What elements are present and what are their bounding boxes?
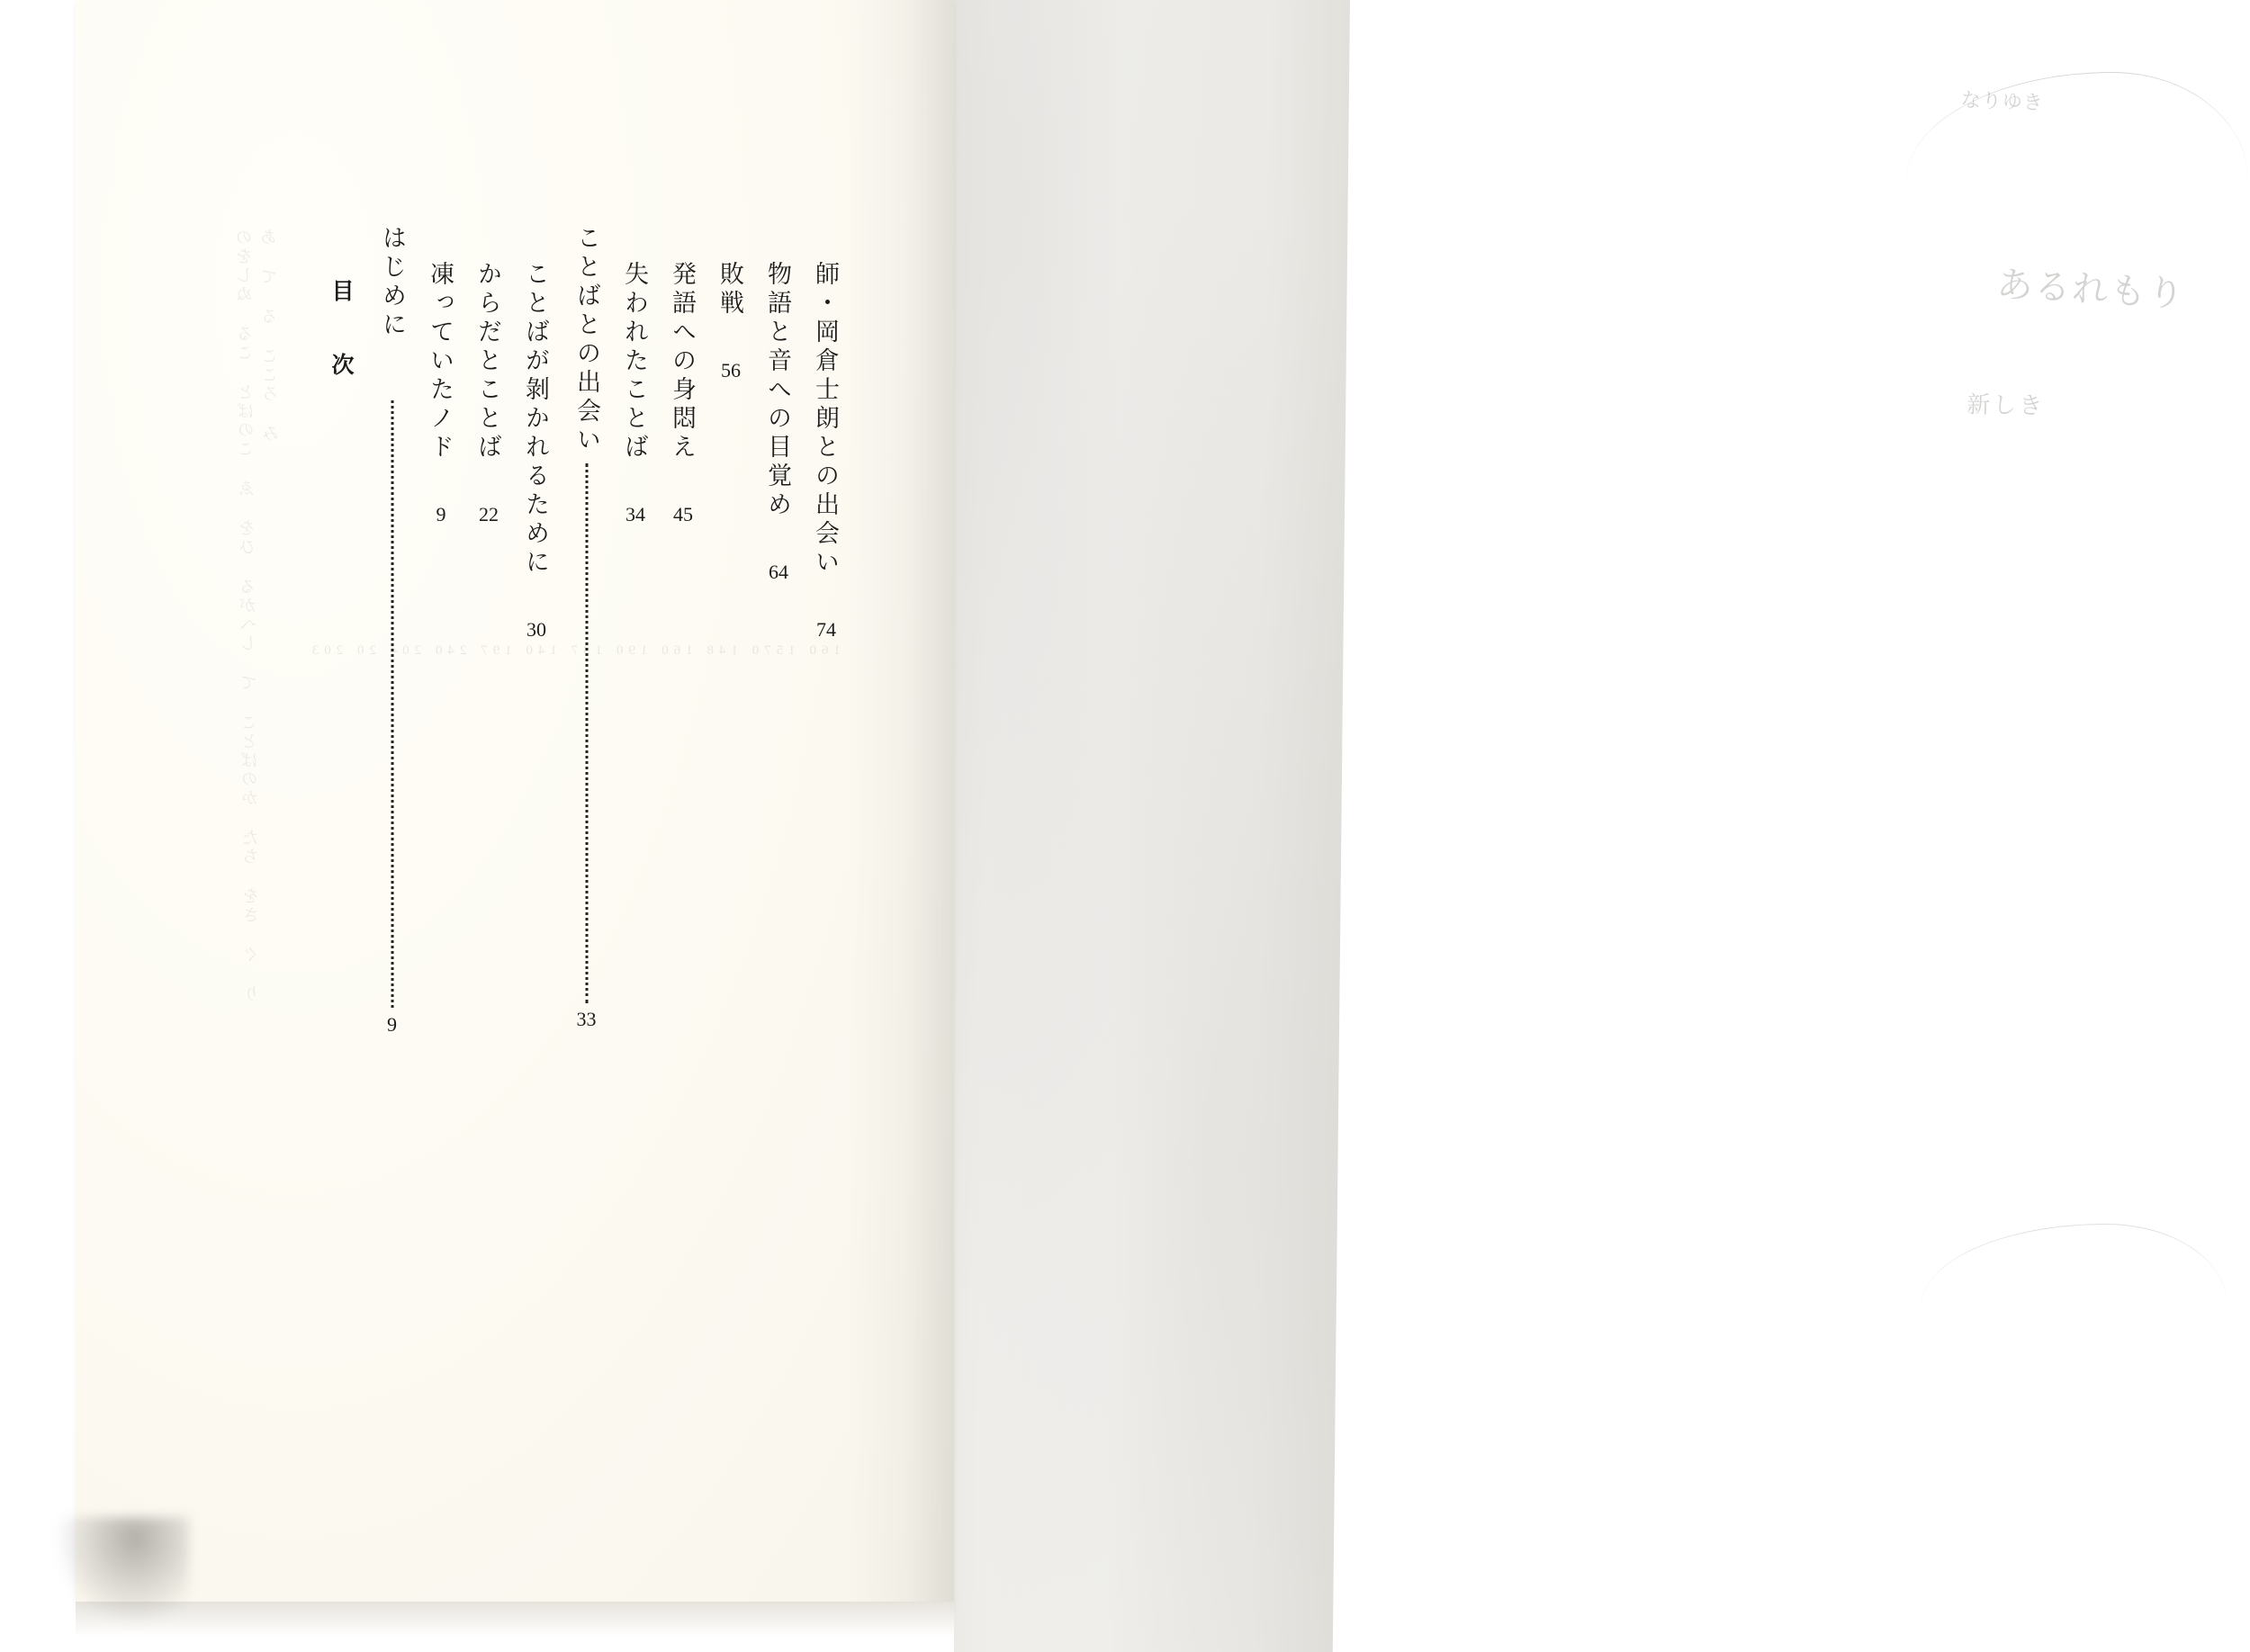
toc-entry-ushinawareta-kotoba[interactable] (622, 261, 646, 1134)
leaf-mark-1: あるれもり (1995, 264, 2187, 315)
facing-page-leaf (919, 0, 2187, 1652)
show-through-numbers: 160 1570 148 160 190 137 140 197 240 204 20 203 (306, 643, 841, 658)
toc-entry-karada-to-kotoba[interactable] (475, 261, 500, 1134)
leaf-mark-2: なりゆき (1960, 88, 2045, 114)
page-bottom-edge (76, 1602, 954, 1652)
toc-page (76, 0, 954, 1611)
toc-entry-label: からだとことば (474, 261, 501, 462)
toc-entry-page: 74 (816, 618, 836, 641)
toc-entry-kotoba-ga-mukareru-tame-ni[interactable] (523, 261, 547, 1134)
toc-entry-label: ことばとの出会い (573, 225, 600, 455)
toc-entry-page: 33 (576, 1008, 597, 1030)
toc-entry-label: 物語と音への目覚め (764, 261, 791, 520)
toc-entry-hajimeni[interactable] (380, 225, 404, 1134)
toc-entry-label: 敗戦 (716, 261, 743, 319)
show-through-text: のをしぬ るこ とばのこ ゑ をひ るがへし て ことばのか たち をさ ぐ り あ て る こころ み (236, 228, 283, 1025)
toc-entry-label: 師・岡倉士朗との出会い (812, 261, 839, 578)
toc-entry-label: ことばが剝かれるために (522, 261, 549, 578)
toc-entry-koetteita-nodo[interactable] (428, 261, 452, 1134)
toc-entry-page: 64 (769, 561, 788, 583)
page-title: 目 次 (328, 279, 353, 390)
toc-entry-hatsugo-eno-mimodae[interactable] (670, 261, 694, 1134)
leader-dots (585, 463, 588, 1003)
toc-entry-page: 34 (626, 503, 645, 525)
toc-entry-label: はじめに (379, 225, 406, 340)
table-of-contents (274, 225, 837, 1215)
gutter-shadow (846, 0, 954, 1611)
toc-entry-kotoba-tono-deai[interactable] (574, 225, 598, 1134)
leaf-mark-3: 新しき (1966, 391, 2046, 419)
toc-entry-label: 失われたことば (621, 261, 648, 462)
toc-entry-page: 9 (387, 1013, 397, 1036)
leader-dots (391, 400, 393, 1008)
toc-entry-page: 45 (673, 503, 693, 525)
toc-entry-page: 56 (721, 359, 741, 382)
toc-entry-label: 発語への身悶え (669, 261, 696, 462)
toc-entry-page: 9 (436, 503, 446, 525)
toc-entry-monogatari-to-oto-eno-mezame[interactable] (765, 261, 789, 1134)
page-corner-shadow (54, 1517, 189, 1625)
leaf-crease-top (1906, 72, 2249, 181)
toc-entry-shi-okakura-shiro-tono-deai[interactable] (813, 261, 837, 1134)
toc-entry-page: 30 (526, 618, 546, 641)
leaf-crease-bottom (1922, 1224, 2228, 1306)
toc-entry-label: 凍っていたノド (427, 261, 454, 462)
toc-entry-haisen[interactable] (717, 261, 742, 1134)
toc-entry-page: 22 (479, 503, 499, 525)
